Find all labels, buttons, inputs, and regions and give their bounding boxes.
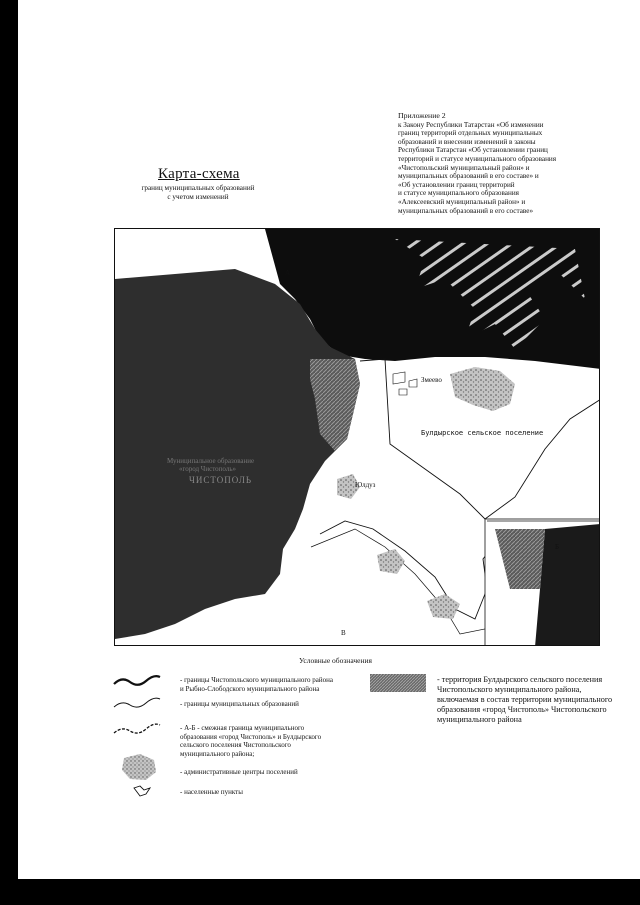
appendix-line: Приложение 2 bbox=[398, 111, 446, 120]
legend-item-district-border bbox=[180, 676, 333, 693]
scan-edge-bottom bbox=[0, 879, 640, 905]
settlement-outline bbox=[399, 389, 407, 395]
legend-line: - А-Б - смежная граница муниципального bbox=[180, 724, 305, 732]
scan-edge-left bbox=[0, 0, 18, 905]
legend-item-included-territory bbox=[437, 675, 627, 725]
settlement-outline bbox=[393, 372, 405, 384]
legend-line: - населенные пункты bbox=[180, 788, 243, 796]
legend-line: - территория Булдырского сельского поселения bbox=[437, 675, 603, 684]
legend-line: образования «город Чистополь» и Булдырского bbox=[180, 732, 322, 741]
south-settlement-2 bbox=[427, 594, 460, 619]
appendix-line: муниципальных образований в его составе» bbox=[398, 206, 534, 215]
settlement-outline-icon bbox=[132, 784, 154, 798]
dashed-wavy-line-icon bbox=[112, 722, 162, 736]
legend-line: муниципального района; bbox=[180, 749, 255, 758]
legend-line: включаемая в состав территории муниципального bbox=[437, 695, 613, 704]
south-boundary-2 bbox=[311, 529, 495, 634]
speckled-area-icon bbox=[118, 752, 160, 782]
label-city-line1: Муниципальное образование bbox=[167, 457, 255, 465]
wavy-line-icon bbox=[112, 696, 162, 710]
south-settlement-1 bbox=[377, 549, 405, 574]
legend-line: - границы муниципальных образований bbox=[180, 700, 299, 708]
appendix-line: муниципальных образований в его составе» и bbox=[398, 172, 539, 181]
map-canvas bbox=[115, 229, 600, 646]
south-boundary bbox=[320, 521, 510, 619]
zmeevo-center bbox=[450, 367, 515, 411]
legend-item-ab-border bbox=[180, 724, 321, 758]
legend-line: муниципального района bbox=[437, 715, 522, 724]
label-city-name: ЧИСТОПОЛЬ bbox=[189, 475, 253, 485]
legend-line: - границы Чистопольского муниципального района bbox=[180, 676, 333, 684]
label-point-a: А bbox=[285, 269, 291, 277]
legend-line: сельского поселения Чистопольского bbox=[180, 741, 291, 750]
legend-line: Чистопольского муниципального района, bbox=[437, 685, 582, 694]
legend-item-admin-centers bbox=[180, 768, 298, 777]
inset-dark bbox=[535, 524, 600, 646]
map-frame bbox=[114, 228, 600, 646]
map-subtitle bbox=[128, 184, 268, 202]
appendix-line: «Об установлении границ территорий bbox=[398, 180, 515, 189]
hatched-area-icon bbox=[370, 674, 426, 692]
subtitle-line: границ муниципальных образований bbox=[141, 184, 255, 192]
legend-line: - административные центры поселений bbox=[180, 768, 298, 776]
appendix-line: территорий и статусе муниципального образования bbox=[398, 154, 557, 163]
legend-item-municipal-border bbox=[180, 700, 299, 709]
legend-item-settlements bbox=[180, 788, 243, 797]
settlement-outline bbox=[409, 379, 417, 387]
map-title: Карта-схема bbox=[158, 166, 240, 182]
label-point-v: В bbox=[341, 629, 346, 637]
label-buldyr: Булдырское сельское поселение bbox=[421, 429, 544, 437]
legend-line: и Рыбно-Слободского муниципального района bbox=[180, 684, 320, 693]
appendix-line: и статусе муниципального образования bbox=[398, 189, 519, 198]
legend-line: образования «город Чистополь» Чистопольского bbox=[437, 705, 607, 714]
thick-wavy-line-icon bbox=[112, 674, 162, 688]
appendix-line: «Чистопольский муниципальный район» и bbox=[398, 163, 530, 172]
appendix-line: образований и внесении изменений в законы bbox=[398, 137, 536, 146]
appendix-text bbox=[398, 112, 588, 215]
appendix-line: к Закону Республики Татарстан «Об изменении bbox=[398, 120, 544, 129]
subtitle-line: с учетом изменений bbox=[167, 192, 229, 201]
label-zmeevo: Змеево bbox=[421, 376, 442, 384]
label-yuldus: Юлдуз bbox=[355, 481, 376, 489]
appendix-line: «Алексеевский муниципальный район» и bbox=[398, 197, 526, 206]
label-point-b: Б bbox=[555, 543, 560, 551]
legend-title: Условные обозначения bbox=[299, 656, 372, 665]
label-city-line2: «город Чистополь» bbox=[179, 465, 237, 473]
appendix-line: границ территорий отдельных муниципальных bbox=[398, 129, 543, 138]
appendix-line: Республики Татарстан «Об установлении границ bbox=[398, 146, 548, 155]
